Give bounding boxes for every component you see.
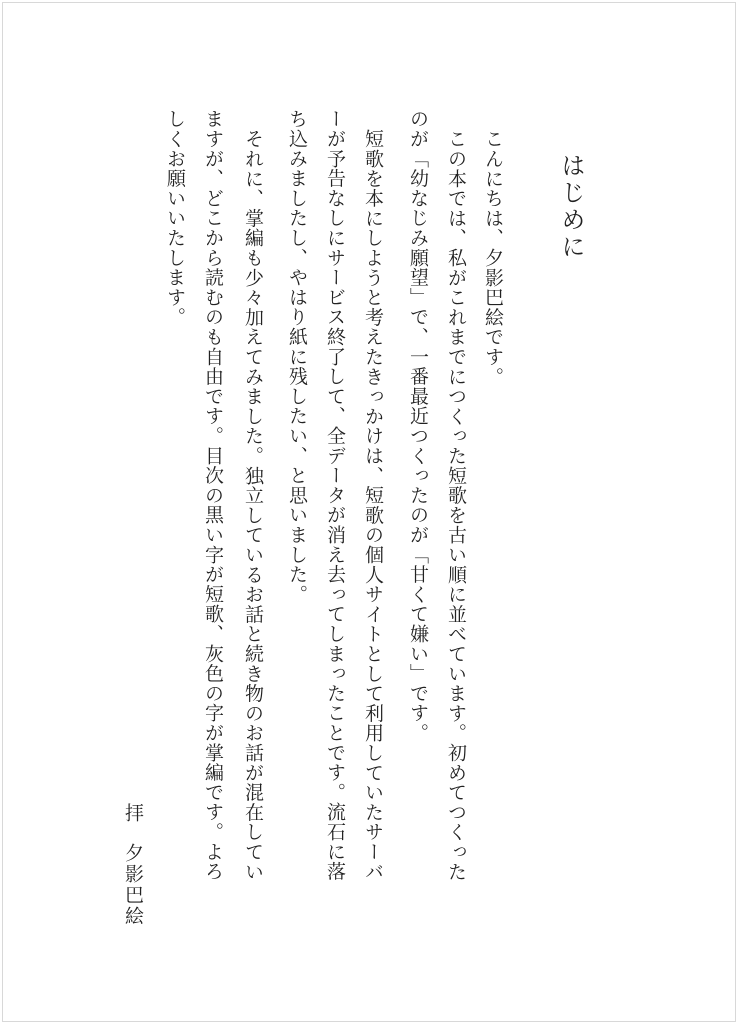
closing-salutation: 拝 (122, 803, 144, 824)
paragraph-line-5: ーが予告なしにサービス終了して、全データが消え去ってしまったことです。流石に落 (324, 109, 346, 882)
paragraph-line-2: この本では、私がこれまでにつくった短歌を古い順に並べています。初めてつくった (445, 129, 467, 882)
paragraph-line-3: のが「幼なじみ願望」で、一番最近つくったのが「甘くて嫌い」です。 (407, 109, 429, 743)
page-title: はじめに (557, 153, 585, 261)
paragraph-line-9: しくお願いいたします。 (164, 109, 186, 327)
paragraph-line-1: こんにちは、夕影巴絵です。 (482, 129, 504, 387)
paragraph-line-7: それに、掌編も少々加えてみました。独立しているお話と続き物のお話が混在してい (242, 129, 264, 882)
paragraph-line-6: ち込みましたし、やはり紙に残したい、と思いました。 (286, 109, 308, 604)
paragraph-line-4: 短歌を本にしようと考えたきっかけは、短歌の個人サイトとして利用していたサーバ (362, 129, 384, 882)
page (2, 2, 736, 1022)
closing-author: 夕影巴絵 (122, 843, 144, 927)
paragraph-line-8: ますが、どこから読むのも自由です。目次の黒い字が短歌、灰色の字が掌編です。よろ (202, 109, 224, 882)
